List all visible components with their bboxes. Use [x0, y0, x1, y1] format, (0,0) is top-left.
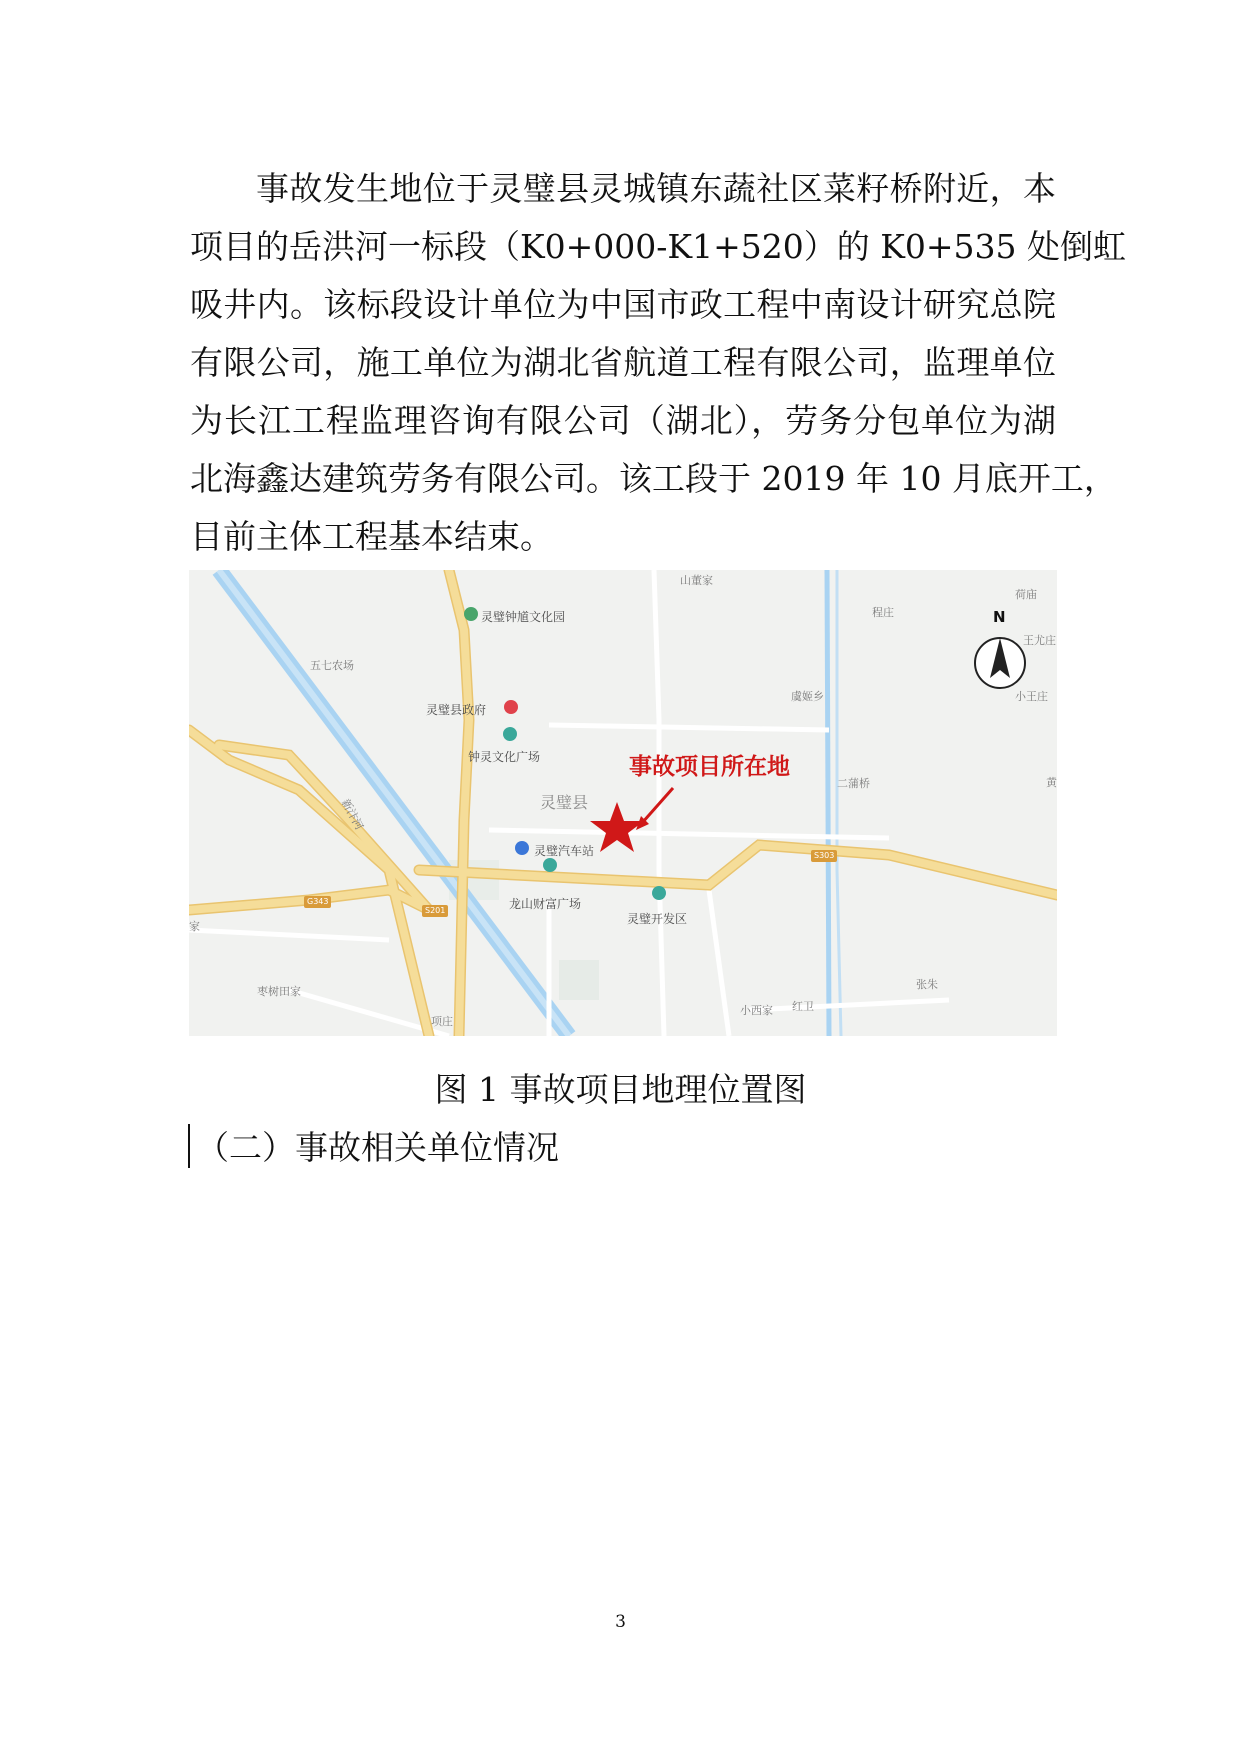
map-block	[559, 960, 599, 1000]
page-number: 3	[615, 1612, 626, 1632]
map-poi-label: 灵璧钟馗文化园	[481, 610, 566, 624]
paragraph-line: 为长江工程监理咨询有限公司（湖北），劳务分包单位为湖	[190, 401, 1056, 440]
map-label: 五七农场	[310, 659, 354, 672]
map-label: 黄	[1046, 776, 1057, 789]
map-label: 小西家	[740, 1004, 773, 1017]
map-label: 山董家	[680, 574, 713, 587]
map-poi-label: 灵璧开发区	[627, 912, 688, 926]
incident-star-icon	[590, 802, 644, 852]
major-roads	[189, 570, 1057, 1036]
map-label: 小王庄	[1015, 690, 1048, 703]
paragraph-line: 有限公司，施工单位为湖北省航道工程有限公司，监理单位	[190, 343, 1056, 382]
body-paragraph	[190, 160, 1126, 566]
figure-caption: 图 1 事故项目地理位置图	[434, 1070, 807, 1109]
devzone-icon	[652, 886, 666, 900]
incident-location-label: 事故项目所在地	[629, 754, 790, 780]
map-label: 项庄	[431, 1015, 453, 1028]
north-label: N	[993, 608, 1006, 626]
square-icon	[503, 727, 517, 741]
map-label: 枣树田家	[257, 985, 301, 998]
square-icon	[543, 858, 557, 872]
paragraph-line: 项目的岳洪河一标段（K0+000-K1+520）的 K0+535 处倒虹	[190, 227, 1126, 266]
paragraph-line: 目前主体工程基本结束。	[190, 517, 553, 556]
road-shield-s201: S201	[422, 905, 448, 917]
park-icon	[464, 607, 478, 621]
map-label: 程庄	[872, 606, 894, 619]
river-right-2	[837, 570, 841, 1036]
section-heading: （二）事故相关单位情况	[196, 1128, 559, 1167]
paragraph-line: 事故发生地位于灵璧县灵城镇东蔬社区菜籽桥附近，本	[256, 169, 1056, 208]
map-label: 家	[189, 920, 200, 933]
text-cursor	[188, 1124, 190, 1168]
map-river-label: 新汴河	[338, 796, 366, 833]
map-label: 王尤庄	[1023, 634, 1056, 647]
map-poi-label: 灵璧汽车站	[534, 844, 595, 858]
paragraph-line: 北海鑫达建筑劳务有限公司。该工段于 2019 年 10 月底开工，	[190, 459, 1117, 498]
map-graphics	[189, 570, 1057, 1036]
map-label: 红卫	[792, 1000, 814, 1013]
canal-inner	[219, 570, 569, 1036]
map-poi-label: 钟灵文化广场	[468, 750, 541, 764]
road-shield-g343: G343	[304, 896, 331, 908]
bus-station-icon	[515, 841, 529, 855]
location-map	[189, 570, 1057, 1036]
river-right	[827, 570, 829, 1036]
paragraph-line: 吸井内。该标段设计单位为中国市政工程中南设计研究总院	[190, 285, 1056, 324]
map-label: 二蒲桥	[837, 777, 870, 790]
government-icon	[504, 700, 518, 714]
map-poi-label: 灵璧县政府	[426, 703, 487, 717]
map-label: 张朱	[916, 978, 938, 991]
road-shield-s303: S303	[811, 850, 837, 862]
map-town-label: 灵璧县	[540, 793, 589, 812]
map-label: 荷庙	[1015, 588, 1037, 601]
map-label: 虞姬乡	[791, 690, 824, 703]
map-poi-label: 龙山财富广场	[509, 897, 582, 911]
